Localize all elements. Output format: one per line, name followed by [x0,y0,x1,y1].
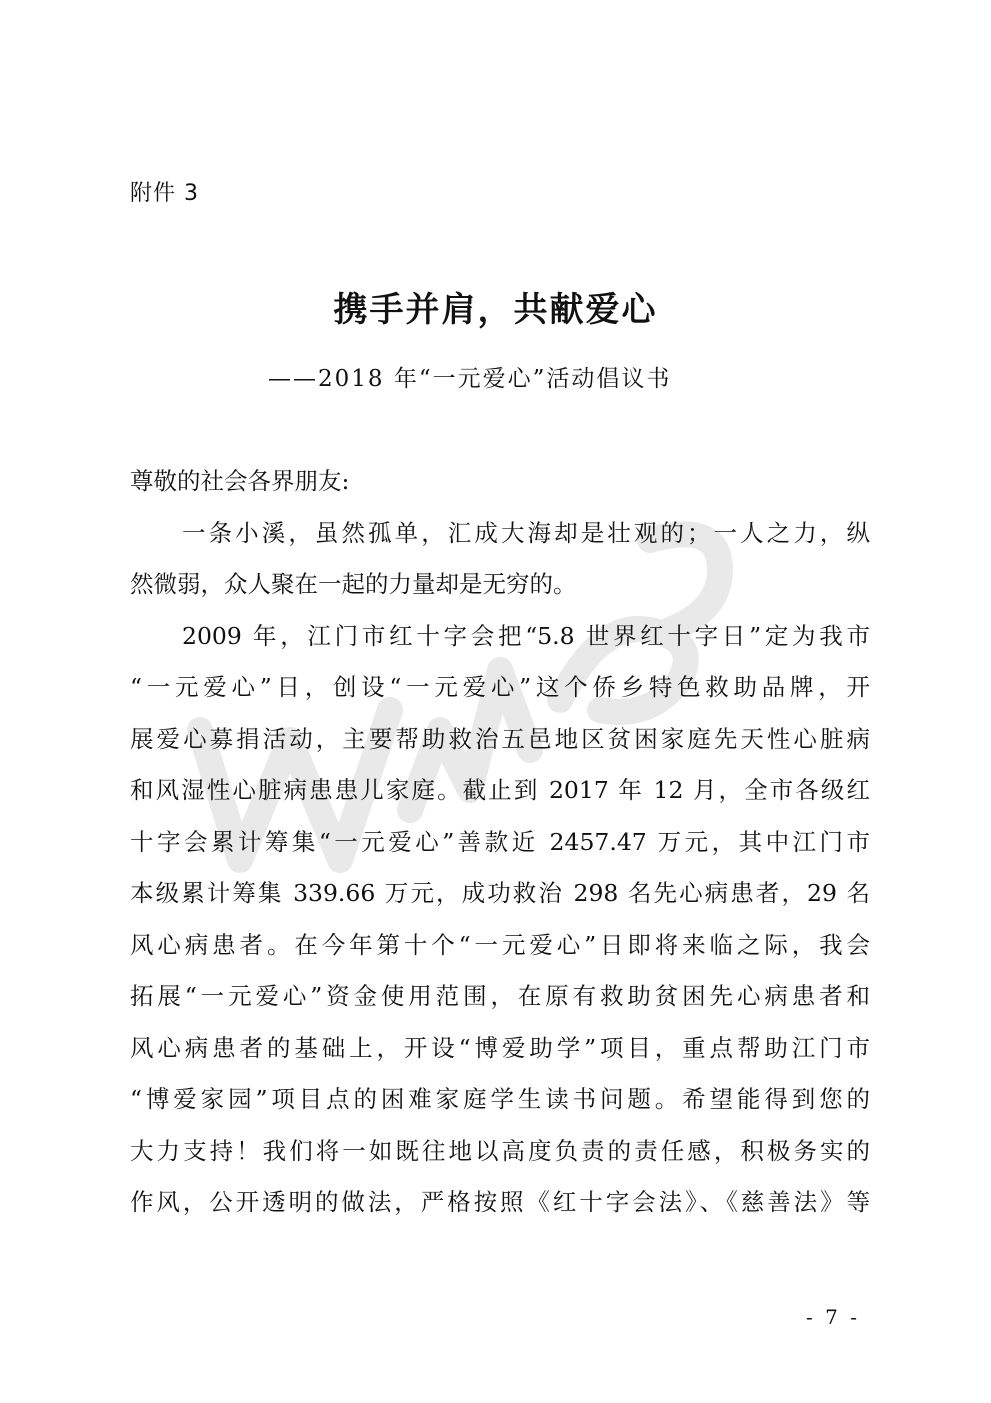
paragraph-line: “博爱家园”项目点的困难家庭学生读书问题。希望能得到您的 [130,1085,870,1113]
salutation: 尊敬的社会各界朋友: [130,467,350,495]
paragraph-line: 本级累计筹集 339.66 万元，成功救治 298 名先心病患者，29 名 [130,879,870,907]
paragraph-line: 然微弱，众人聚在一起的力量却是无穷的。 [130,570,577,598]
document-title: 携手并肩，共献爱心 [333,290,658,330]
paragraph-line: 一条小溪，虽然孤单，汇成大海却是壮观的；一人之力，纵 [182,518,870,547]
paragraph-line: 大力支持！我们将一如既往地以高度负责的责任感，积极务实的 [130,1136,870,1165]
paragraph-line: 和风湿性心脏病患患儿家庭。截止到 2017 年 12 月，全市各级红 [130,776,870,804]
paragraph-line: 风心病患者。在今年第十个“一元爱心”日即将来临之际，我会 [130,930,870,959]
paragraph-line: 作风，公开透明的做法，严格按照《红十字会法》、《慈善法》等 [130,1188,870,1216]
paragraph-line: 展爱心募捐活动，主要帮助救治五邑地区贫困家庭先天性心脏病 [130,724,870,753]
paragraph-line: 十字会累计筹集“一元爱心”善款近 2457.47 万元，其中江门市 [130,827,870,856]
page-number: - 7 - [806,1305,860,1329]
paragraph-line: 2009 年，江门市红十字会把“5.8 世界红十字日”定为我市 [182,621,870,650]
paragraph-line: “一元爱心”日，创设“一元爱心”这个侨乡特色救助品牌，开 [130,673,870,701]
document-subtitle: ——2018 年“一元爱心”活动倡议书 [268,366,672,392]
paragraph-line: 拓展“一元爱心”资金使用范围，在原有救助贫困先心病患者和 [130,982,870,1010]
attachment-label: 附件 3 [130,181,199,206]
document-body [130,456,870,1229]
paragraph-line: 风心病患者的基础上，开设“博爱助学”项目，重点帮助江门市 [130,1033,870,1062]
